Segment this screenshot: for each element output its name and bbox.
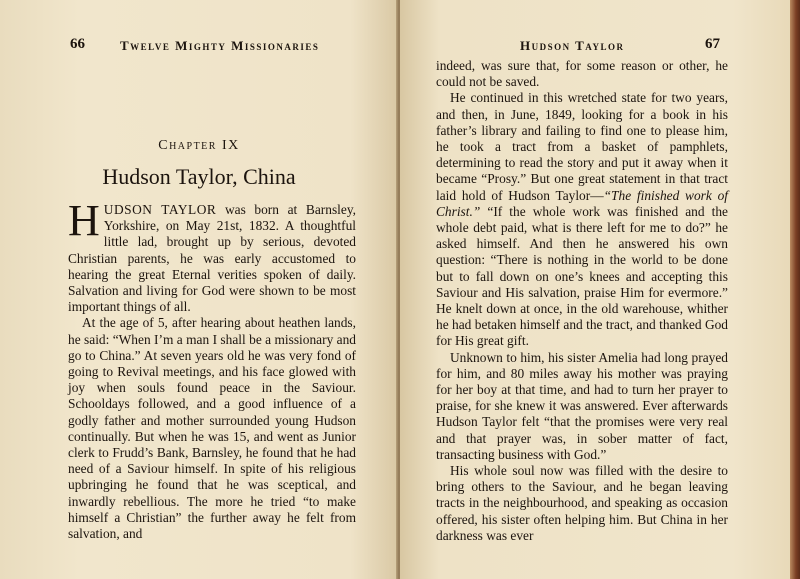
paragraph: indeed, was sure that, for some reason or other, he could not be saved.: [436, 58, 728, 90]
book-cover-edge: [790, 0, 800, 579]
paragraph-text: He continued in this wretched state for two years, and then, in June, 1849, looking for a book in his father’s library and failing to find one to please him, he took a tract from a basket of pamphlets, determining to read the story and put it away when it became “Prosy.” But one great statement in that tract laid hold of Hudson Taylor—: [436, 90, 728, 203]
italic-quote: “The finished work of Christ.”: [436, 187, 728, 219]
page-number-right: 67: [705, 36, 720, 52]
paragraph-text: “If the whole work was finished and the whole debt paid, what is there left for me to do?” he asked himself. And then he answered his own question: “There is nothing in the world to be done but to fall down on one’s knees and accepting this Saviour and His salvation, praise Him for evermore.” He knelt down at once, in the old warehouse, whither he had betaken himself and the tract, and thanked God for His great gift.: [436, 203, 728, 349]
paragraph: [68, 196, 356, 315]
page-number-left: 66: [70, 36, 85, 52]
paragraph: [436, 90, 728, 349]
running-head-left: Twelve Mighty Missionaries: [120, 38, 320, 53]
paragraph: Unknown to him, his sister Amelia had long prayed for him, and 80 miles away his mother was praying for her boy at that time, and had to turn her prayer to praise, for she knew it was answered. Ever afterwards Hudson Taylor felt “that the promises were very real and that prayer was, in sober matter of fact, transacting business with God.”: [436, 349, 728, 462]
paragraph-text: was born at Barnsley, Yorkshire, on May 21st, 1832. A thoughtful little lad, brought up by serious, devoted Christian parents, he was early accustomed to hearing the great Eternal verities spoken of daily. Salvation and living for God were shown to be most important things of all.: [68, 202, 356, 315]
right-body-text: [436, 58, 728, 544]
lead-words: UDSON TAYLOR: [103, 202, 217, 217]
chapter-label: Chapter IX: [158, 138, 240, 153]
left-page: [0, 0, 398, 579]
drop-cap: H: [68, 196, 100, 245]
chapter-title: Hudson Taylor, China: [102, 164, 296, 189]
left-body-text: [68, 196, 356, 542]
paragraph: His whole soul now was filled with the desire to bring others to the Saviour, and he began leaving tracts in the neighbourhood, and speaking as occasion offered, his sister often helping him. But China in her darkness was ever: [436, 463, 728, 543]
right-page: [400, 0, 792, 579]
paragraph: At the age of 5, after hearing about heathen lands, he said: “When I’m a man I shall be a missionary and go to China.” At seven years old he was very fond of going to Revival meetings, and his face glowed with joy when souls found peace in the Saviour. Schooldays followed, and a good influence of a godly father and mother surrounded young Hudson continually. But when he was 15, and went as Junior clerk to Frudd’s Bank, Barnsley, he found that he had need of a Saviour himself. In spite of his religious upbringing he found that he was sceptical, and inwardly rebellious. The more he tried “to make himself a Christian” the further away he felt from salvation, and: [68, 315, 356, 542]
running-head-right: Hudson Taylor: [520, 38, 625, 53]
